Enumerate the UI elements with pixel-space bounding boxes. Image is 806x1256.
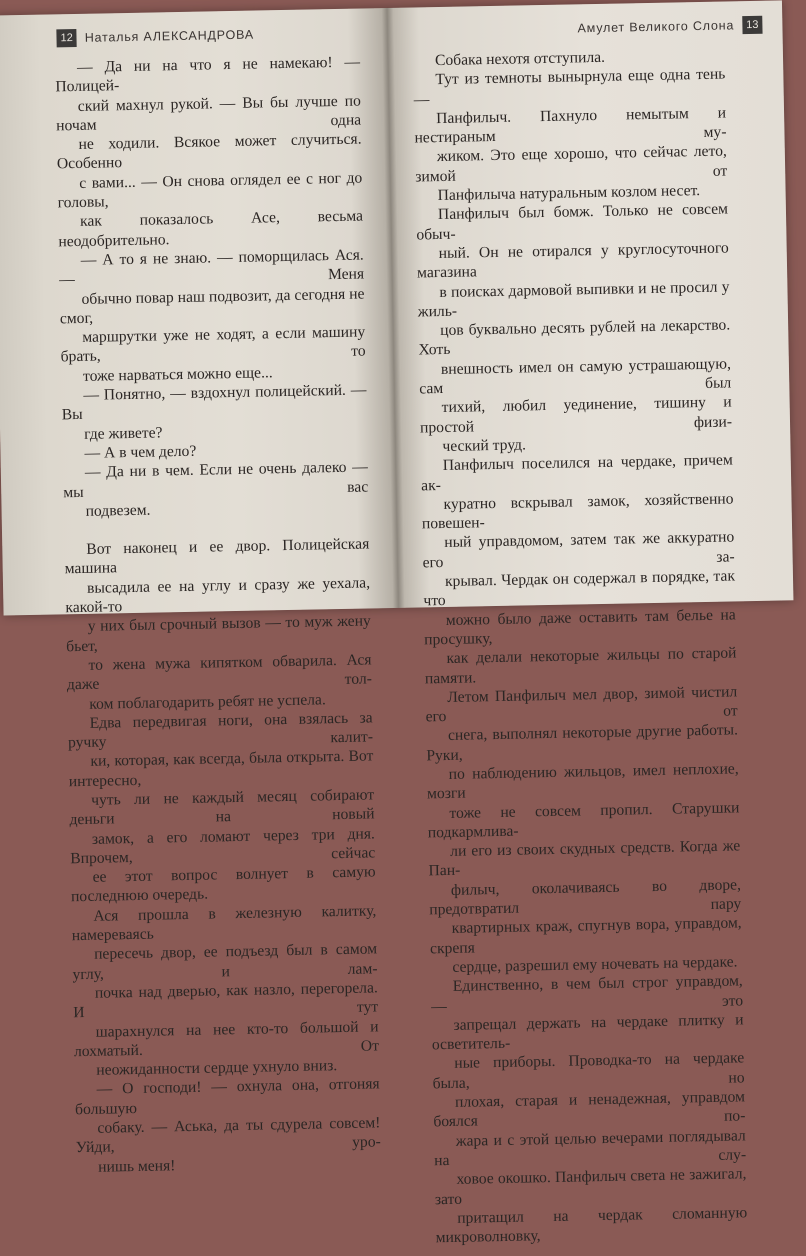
- text-line: — Да ни в чем. Если не очень далеко — мы вас: [63, 458, 369, 501]
- text-line: не ходили. Всякое может случиться. Особенно: [56, 130, 362, 173]
- paragraph: [61, 381, 367, 445]
- text-line: Вот наконец и ее двор. Полицейская машина: [64, 535, 370, 578]
- text-line: Летом Панфилыч мел двор, зимой чистил его от: [425, 683, 738, 726]
- text-line: где живете?: [83, 424, 163, 443]
- text-line: Собака нехотя отступила.: [434, 48, 606, 70]
- text-line: ный управдомом, затем так же аккуратно его за-: [422, 528, 735, 572]
- text-line: — О господи! — охнула она, отгоняя большую: [74, 1075, 380, 1118]
- text-line: Едва передвигая ноги, она взялась за ручку калит-: [67, 709, 374, 752]
- text-line: запрещал держать на чердаке плитку и осветитель-: [431, 1011, 744, 1054]
- text-line: внешность имел он самую устрашающую, сам был: [419, 355, 732, 398]
- text-line: ком поблагодарить ребят не успела.: [89, 690, 326, 713]
- page-number: 12: [56, 29, 77, 47]
- text-line: — А в чем дело?: [84, 442, 197, 462]
- text-line: шарахнулся на нее кто-то большой и лохматый. От: [73, 1017, 380, 1061]
- paragraph: [63, 458, 369, 522]
- text-line: ский махнул рукой. — Вы бы лучше по ночам одна: [56, 92, 362, 135]
- paragraph: [71, 901, 379, 1080]
- text-line: ховое окошко. Панфилыч света не зажигал, зато: [434, 1165, 747, 1208]
- text-line: маршрутки уже не ходят, а если машину брать, то: [60, 323, 366, 366]
- paragraph: [64, 535, 372, 714]
- text-line: замок, а его ломают через три дня. Впрочем, сейчас: [70, 824, 376, 868]
- text-line: крывал. Чердак он содержал в порядке, так что: [423, 567, 736, 610]
- right-page-header: [577, 15, 762, 39]
- text-line: можно было даже оставить там белье на просушку,: [423, 606, 736, 649]
- paragraph: [421, 451, 743, 978]
- text-line: Панфилыч. Пахнуло немытым и нестираным му-: [414, 104, 727, 147]
- paragraph: [413, 65, 728, 206]
- text-line: Единственно, в чем был строг управдом, — это: [431, 972, 744, 1015]
- text-line: Ася прошла в железную калитку, намереваясь: [71, 902, 377, 945]
- text-line: как делали некоторые жильцы по старой памяти.: [424, 644, 737, 687]
- paragraph: [416, 200, 733, 457]
- running-head-title: Амулет Великого Слона: [577, 18, 735, 36]
- text-line: ки, которая, как всегда, была открыта. Вот интересно,: [68, 747, 374, 790]
- paragraph: [431, 972, 748, 1248]
- text-line: Панфилыч поселился на чердаке, причем ак-: [421, 451, 733, 494]
- text-line: ные приборы. Проводка-то на чердаке была, но: [432, 1049, 745, 1093]
- text-line: Тут из темноты вынырнула еще одна тень —: [413, 65, 726, 109]
- paragraph: [55, 53, 364, 252]
- text-line: подвезем.: [85, 501, 151, 520]
- text-line: у них был срочный вызов — то муж жену бьет,: [66, 612, 371, 655]
- text-line: ее этот вопрос волнует в самую последнюю очередь.: [70, 863, 376, 906]
- text-line: Панфилыча натуральным козлом несет.: [437, 182, 701, 205]
- text-line: тоже нарваться можно еще...: [82, 364, 273, 385]
- text-line: то жена мужа кипятком обварила. Ася даже тол-: [66, 651, 373, 694]
- text-line: сердце, разрешил ему ночевать на чердаке.: [452, 953, 738, 976]
- text-line: ный. Он не отирался у круглосуточного магазина: [416, 239, 729, 282]
- text-line: в поисках дармовой выпивки и не просил у жиль-: [417, 278, 730, 321]
- paragraph: [75, 1075, 382, 1177]
- text-line: жара и с этой целью вечерами поглядывал на слу-: [433, 1126, 747, 1170]
- text-line: почка над дверью, как назло, перегорела. И тут: [73, 979, 379, 1022]
- text-line: как показалось Асе, весьма неодобрительно.: [58, 207, 364, 251]
- text-line: — А то я не знаю. — поморщилась Ася. — Меня: [59, 246, 365, 289]
- text-line: цов буквально десять рублей на лекарство. Хоть: [418, 316, 731, 359]
- left-page-text: [55, 53, 381, 1178]
- right-page: [394, 0, 793, 1247]
- paragraph: [67, 708, 376, 907]
- text-line: ческий труд.: [442, 436, 527, 455]
- text-line: чуть ли не каждый месяц собирают деньги на новый: [69, 786, 375, 829]
- text-line: Панфилыч был бомж. Только не совсем обыч-: [416, 200, 729, 244]
- text-line: неожиданности сердце ухнуло вниз.: [96, 1057, 338, 1079]
- left-page: [0, 8, 392, 1176]
- text-line: — Понятно, — вздохнул полицейский. — Вы: [61, 381, 367, 424]
- text-line: высадила ее на углу и сразу же уехала, какой-то: [65, 574, 371, 617]
- page-number: 13: [742, 16, 763, 34]
- text-line: собаку. — Аська, да ты сдурела совсем! Уйди, урo-: [75, 1114, 381, 1157]
- text-line: снега, выполнял некоторые другие работы. Руки,: [426, 721, 739, 765]
- text-line: тоже не совсем пропил. Старушки подкармлива-: [427, 798, 740, 842]
- running-head-author: Наталья АЛЕКСАНДРОВА: [84, 27, 255, 45]
- right-page-text: [413, 46, 748, 1248]
- text-line: ли его из своих скудных средств. Когда же Пан-: [428, 837, 741, 880]
- text-line: филыч, околачиваясь во дворе, предотвратил пару: [429, 876, 742, 919]
- text-line: по наблюдению жильцов, имел неплохие, мозги: [426, 760, 739, 803]
- left-page-header: [56, 25, 254, 49]
- text-line: жиком. Это еще хорошо, что сейчас лето, зимой от: [415, 142, 728, 186]
- text-line: пересечь двор, ее подъезд был в самом углу, и лам-: [72, 940, 378, 983]
- text-line: плохая, старая и ненадежная, управдом боялся по-: [433, 1088, 746, 1131]
- text-line: обычно повар наш подвозит, да сегодня не смог,: [59, 285, 365, 328]
- text-line: — Да ни на что я не намекаю! — Полицей-: [55, 53, 361, 96]
- text-line: с вами... — Он снова оглядел ее с ног до головы,: [57, 169, 363, 212]
- text-line: нишь меня!: [98, 1156, 176, 1176]
- text-line: куратно вскрывал замок, хозяйственно повешен-: [421, 490, 734, 533]
- text-line: тихий, любил уединение, тишину и простой физи-: [419, 393, 733, 437]
- text-line: притащил на чердак сломанную микроволновку,: [435, 1204, 748, 1247]
- paragraph: [59, 245, 367, 386]
- text-line: квартирных краж, спугнув вора, управдом, скрепя: [429, 914, 742, 958]
